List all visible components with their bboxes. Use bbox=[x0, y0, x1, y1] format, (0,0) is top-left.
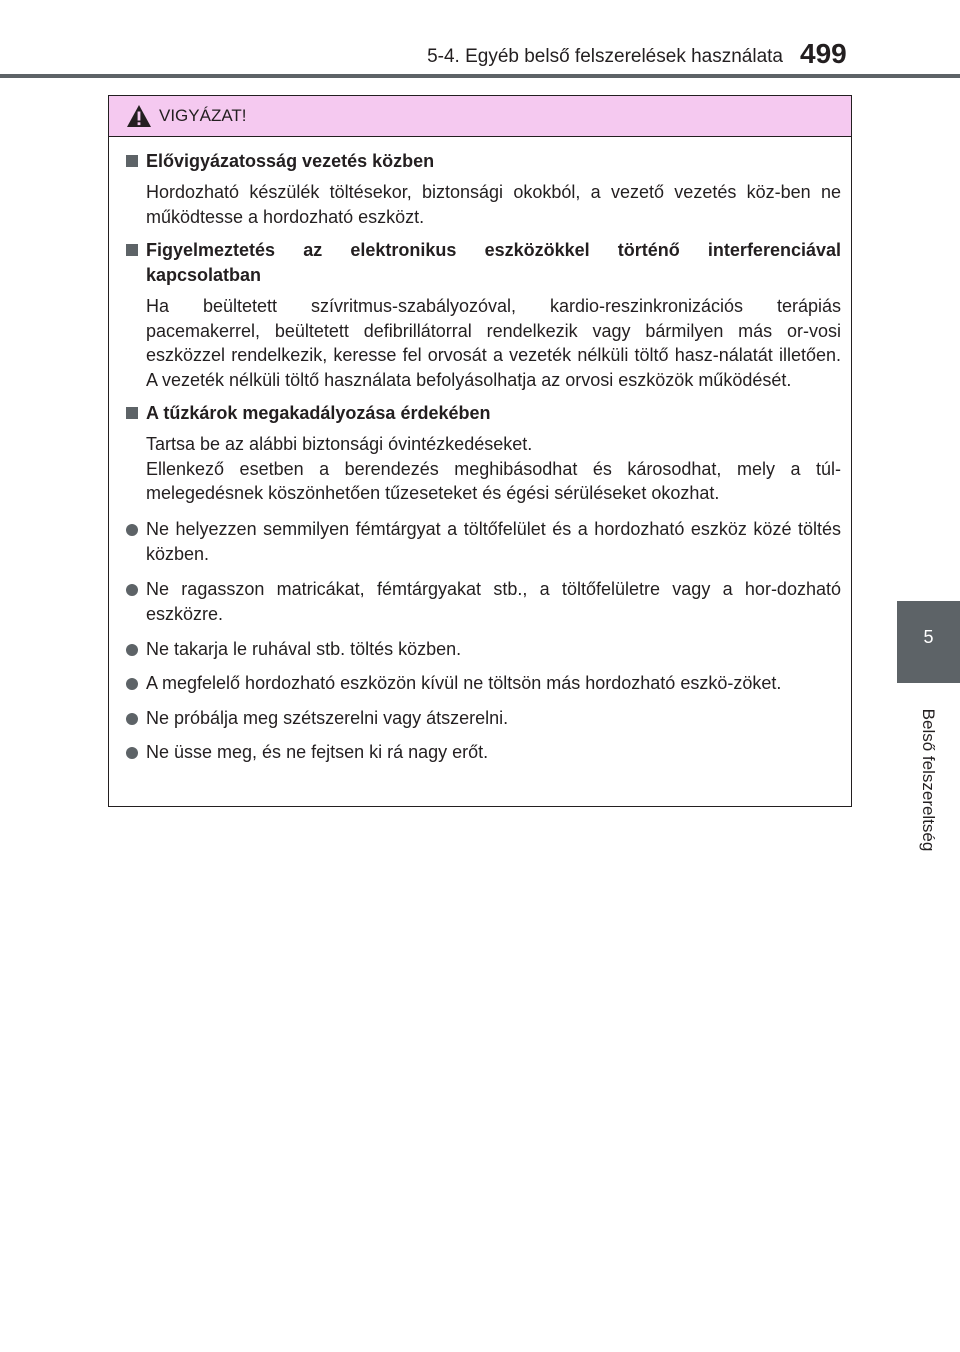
section-paragraph: Tartsa be az alábbi biztonsági óvintézkedéseket. bbox=[146, 434, 533, 454]
round-bullet-icon bbox=[126, 644, 138, 656]
square-bullet-icon bbox=[126, 407, 138, 419]
bullet-item bbox=[126, 671, 841, 697]
warning-section bbox=[126, 149, 841, 229]
warning-body bbox=[109, 137, 851, 766]
bullet-text: Ne takarja le ruhával stb. töltés közben. bbox=[146, 638, 462, 659]
bullet-item bbox=[126, 517, 841, 568]
chapter-label: Belső felszereltség bbox=[919, 708, 938, 852]
section-heading bbox=[126, 401, 841, 426]
bullet-text: Ne próbálja meg szétszerelni vagy átszerelni. bbox=[146, 707, 509, 728]
warning-section bbox=[126, 401, 841, 766]
chapter-tab: 5 bbox=[897, 601, 960, 683]
square-bullet-icon bbox=[126, 155, 138, 167]
bullet-item bbox=[126, 706, 841, 732]
round-bullet-icon bbox=[126, 713, 138, 725]
bullet-text: Ne üsse meg, és ne fejtsen ki rá nagy erőt. bbox=[146, 742, 489, 762]
bullet-item bbox=[126, 637, 841, 663]
section-paragraph: Ha beültetett szívritmus-szabályozóval, kardio-reszinkronizációs terápiás pacemakerrel, beültetett defibrillátorral rendelkezik vagy bármilyen más or-vosi eszközzel rendelkezik, keresse fel orvosát a vezeték nélküli töltő hasz-nálatát illetően. A vezeték nélküli töltő használata befolyásolhatja az orvosi eszközök működését. bbox=[146, 296, 841, 390]
round-bullet-icon bbox=[126, 584, 138, 596]
round-bullet-icon bbox=[126, 678, 138, 690]
bullet-text: A megfelelő hordozható eszközön kívül ne töltsön más hordozható eszkö-zöket. bbox=[146, 673, 782, 693]
warning-section bbox=[126, 238, 841, 392]
bullet-item bbox=[126, 577, 841, 628]
section-paragraph: Ellenkező esetben a berendezés meghibásodhat és károsodhat, mely a túl-melegedésnek köszönhetően tűzeseteket és égési sérüléseket okozhat. bbox=[146, 458, 841, 503]
warning-title: VIGYÁZAT! bbox=[159, 106, 247, 125]
section-heading bbox=[126, 149, 841, 174]
bullet-list bbox=[126, 517, 841, 766]
section-title: 5-4. Egyéb belső felszerelések használata bbox=[427, 46, 783, 67]
round-bullet-icon bbox=[126, 524, 138, 536]
round-bullet-icon bbox=[126, 747, 138, 759]
square-bullet-icon bbox=[126, 244, 138, 256]
page-number: 499 bbox=[800, 38, 847, 69]
bullet-text: Ne helyezzen semmilyen fémtárgyat a töltőfelület és a hordozható eszköz közé töltés közben. bbox=[146, 518, 841, 564]
section-heading-text: Elővigyázatosság vezetés közben bbox=[146, 151, 435, 171]
warning-triangle-icon bbox=[126, 104, 152, 128]
section-paragraph: Hordozható készülék töltésekor, biztonsági okokból, a vezető vezetés köz-ben ne működtesse a hordozható eszközt. bbox=[146, 182, 841, 227]
header-rule bbox=[0, 74, 960, 78]
section-heading bbox=[126, 238, 841, 288]
section-heading-text: Figyelmeztetés az elektronikus eszközökkel történő interferenciával kapcsolatban bbox=[146, 240, 841, 285]
warning-box bbox=[108, 95, 852, 807]
bullet-text: Ne ragasszon matricákat, fémtárgyakat stb., a töltőfelületre vagy a hor-dozható eszközre. bbox=[146, 578, 841, 624]
section-heading-text: A tűzkárok megakadályozása érdekében bbox=[146, 403, 491, 423]
bullet-item bbox=[126, 740, 841, 766]
warning-header bbox=[109, 96, 851, 137]
